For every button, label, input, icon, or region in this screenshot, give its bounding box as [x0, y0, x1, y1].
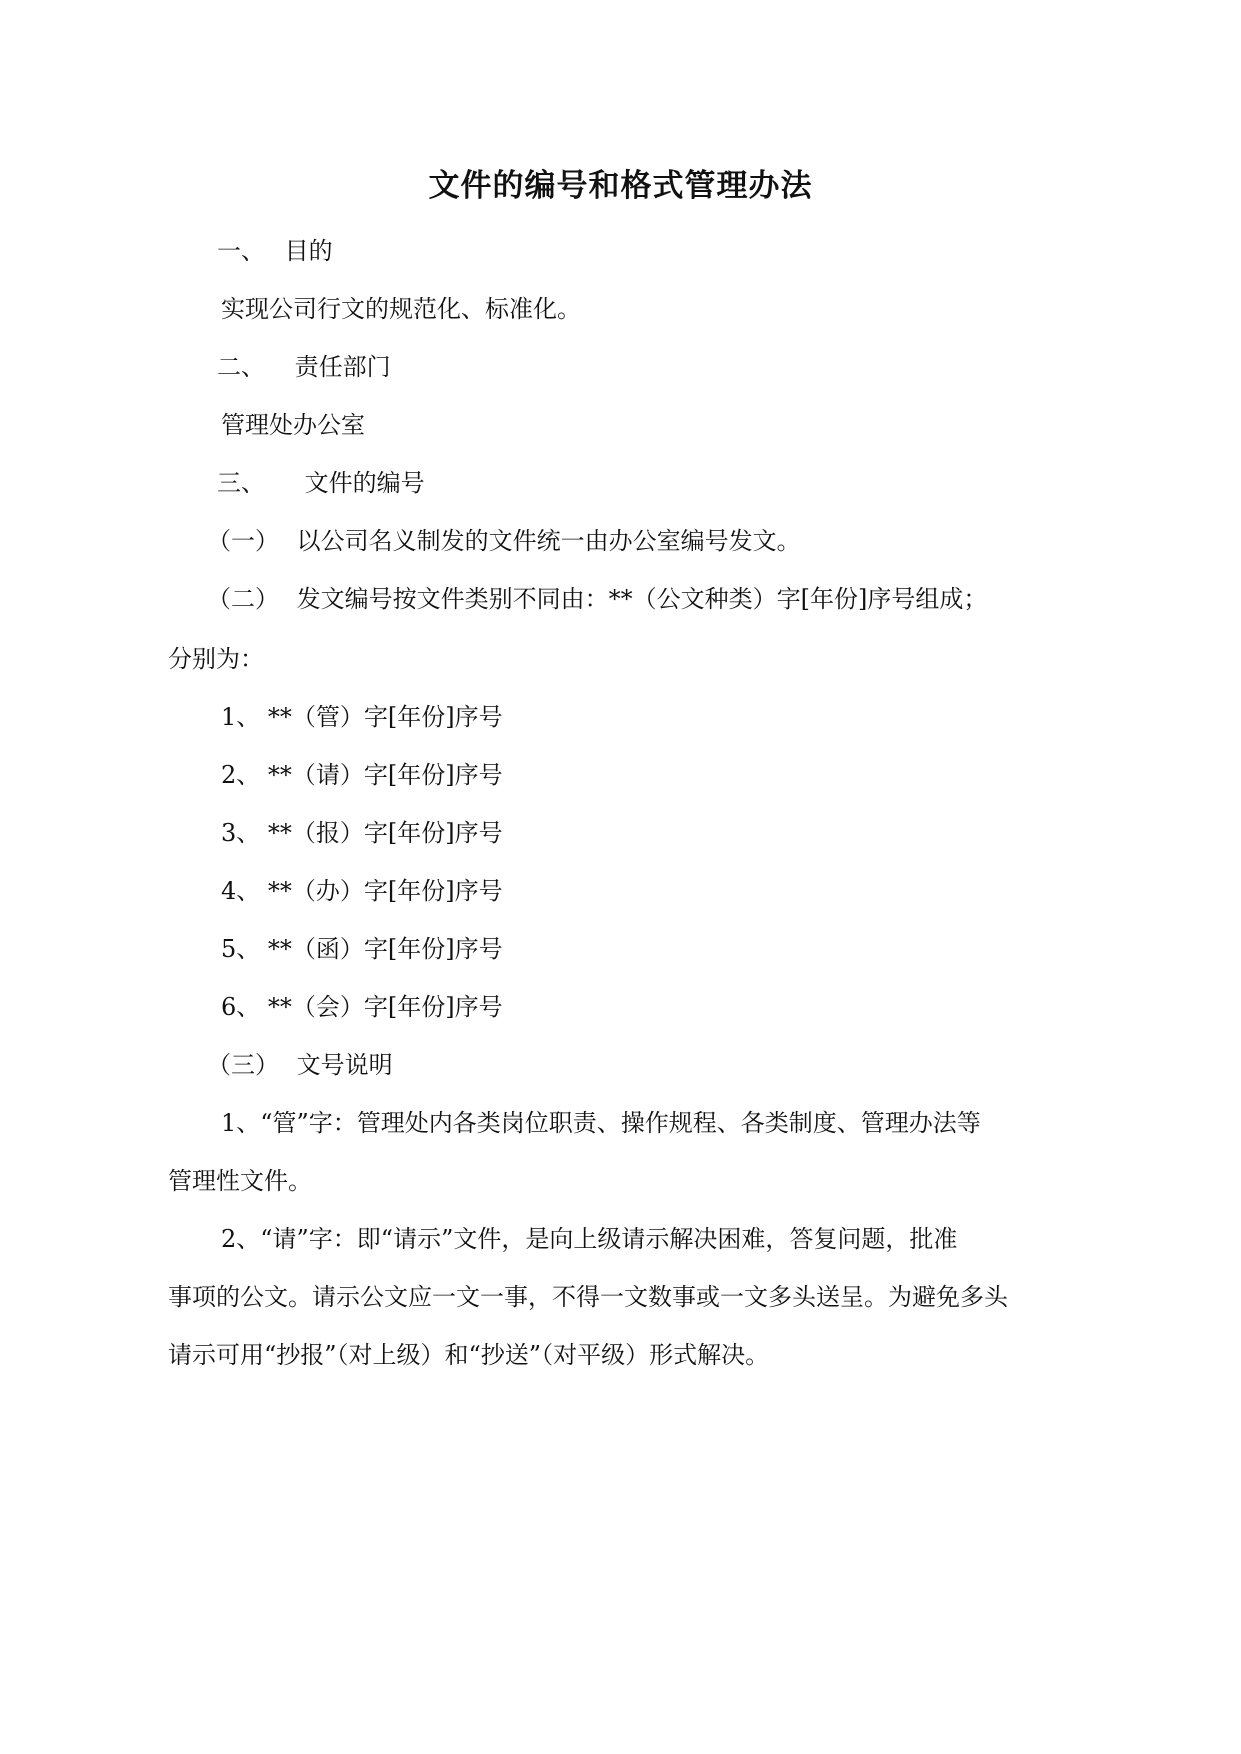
document-title: 文件的编号和格式管理办法	[428, 168, 813, 204]
section-title: 文件的编号	[304, 469, 425, 497]
clause-number: （二）	[207, 585, 279, 613]
clause	[207, 1050, 393, 1080]
note-paragraph-line: 管理性文件。	[168, 1167, 312, 1195]
clause-number: （一）	[207, 527, 279, 555]
section-title: 目的	[284, 237, 333, 265]
section-number: 一、	[217, 237, 265, 265]
section-heading	[217, 236, 333, 266]
section-heading	[217, 468, 425, 498]
note-paragraph-line: 请示可用“抄报”（对上级）和“抄送”（对平级）形式解决。	[168, 1341, 770, 1369]
note-paragraph-line: 1、“管”字：管理处内各类岗位职责、操作规程、各类制度、管理办法等	[221, 1109, 981, 1137]
list-item: 6、 **（会）字[年份]序号	[221, 993, 503, 1021]
section-heading	[217, 352, 391, 382]
clause	[207, 584, 987, 614]
clause-number: （三）	[207, 1051, 279, 1079]
list-item: 2、 **（请）字[年份]序号	[221, 761, 503, 789]
note-paragraph-line: 2、“请”字：即“请示”文件，是向上级请示解决困难，答复问题，批准	[221, 1225, 958, 1253]
list-item: 1、 **（管）字[年份]序号	[221, 703, 503, 731]
section-body: 实现公司行文的规范化、标准化。	[221, 295, 581, 323]
list-item: 5、 **（函）字[年份]序号	[221, 935, 503, 963]
section-number: 二、	[217, 353, 265, 381]
list-item: 3、 **（报）字[年份]序号	[221, 819, 503, 847]
section-title: 责任部门	[294, 353, 391, 381]
clause-text: 发文编号按文件类别不同由：**（公文种类）字[年份]序号组成；	[296, 585, 988, 613]
note-paragraph-line: 事项的公文。请示公文应一文一事，不得一文数事或一文多头送呈。为避免多头	[168, 1283, 1008, 1311]
section-number: 三、	[217, 469, 265, 497]
clause-text: 文号说明	[296, 1051, 393, 1079]
clause-continuation: 分别为：	[168, 645, 264, 673]
clause	[207, 526, 801, 556]
section-body: 管理处办公室	[221, 411, 365, 439]
clause-text: 以公司名义制发的文件统一由办公室编号发文。	[296, 527, 801, 555]
list-item: 4、 **（办）字[年份]序号	[221, 877, 503, 905]
